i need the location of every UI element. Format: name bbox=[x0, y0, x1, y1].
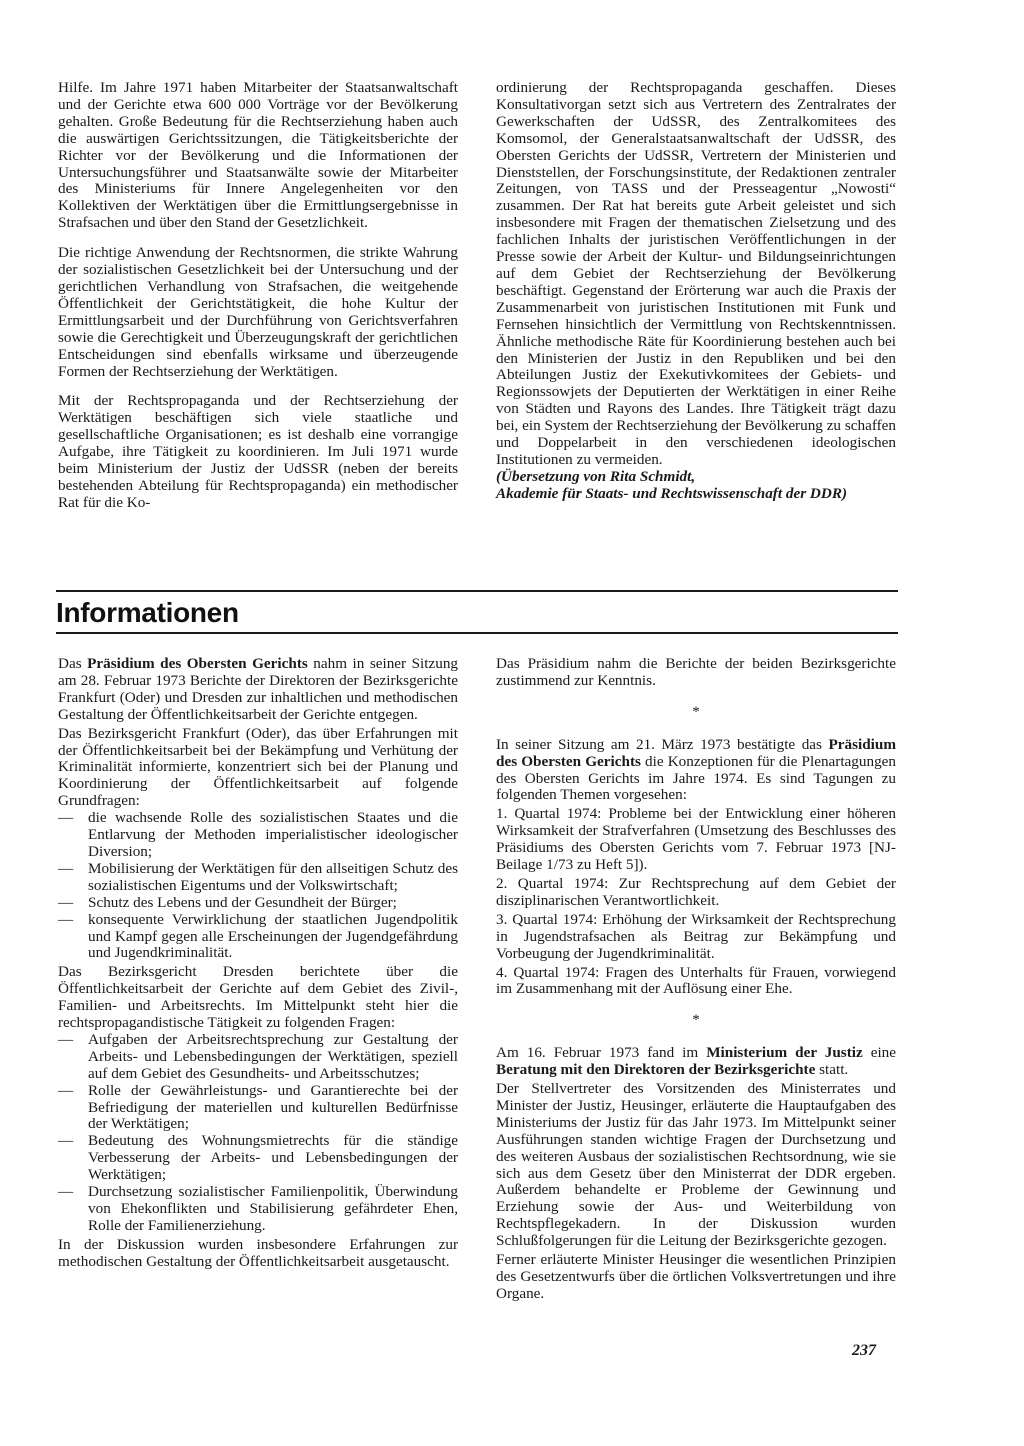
translator-signature bbox=[496, 469, 896, 503]
article-right-column bbox=[496, 80, 896, 503]
article-paragraph: Mit der Rechtspropaganda und der Rechtserziehung der Werktätigen beschäftigen sich viele staatliche und gesellschaftliche Organisationen; es ist deshalb eine vorrangige Aufgabe, ihre Tätigkeit zu koordinieren. Im Juli 1971 wurde beim Ministerium der Justiz der UdSSR (neben der bereits bestehenden Abteilung für Rechtspropaganda) ein methodischer Rat für die Ko- bbox=[58, 392, 458, 511]
list-item: — Bedeutung des Wohnungsmietrechts für die ständige Verbesserung der Arbeits- und Lebensbedingungen der Werktätigen; bbox=[58, 1133, 458, 1184]
list-item: — die wachsende Rolle des sozialistischen Staates und die Entlarvung der Methoden imperialistischer ideologischer Diversion; bbox=[58, 810, 458, 861]
info-paragraph: In der Diskussion wurden insbesondere Erfahrungen zur methodischen Gestaltung der Öffentlichkeitsarbeit ausgetauscht. bbox=[58, 1235, 458, 1270]
topic-list bbox=[58, 1032, 458, 1235]
signature-line: Akademie für Staats- und Rechtswissenschaft der DDR) bbox=[496, 484, 848, 502]
section-bottom-rule bbox=[56, 632, 898, 634]
list-item: — Mobilisierung der Werktätigen für den allseitigen Schutz des sozialistischen Eigentums und der Volkswirtschaft; bbox=[58, 861, 458, 895]
list-item: — konsequente Verwirklichung der staatlichen Jugendpolitik und Kampf gegen alle Erscheinungen der Jugendgefährdung und Jugendkriminalität. bbox=[58, 912, 458, 963]
info-paragraph: Das Präsidium des Obersten Gerichts nahm in seiner Sitzung am 28. Februar 1973 Berichte der Direktoren der Bezirksgerichte Frankfurt (Oder) und Dresden zur inhaltlichen und methodischen Gestaltung der Öffentlichkeitsarbeit der Gerichte entgegen. bbox=[58, 655, 459, 723]
quarter-item: 1. Quartal 1974: Probleme bei der Entwicklung einer höheren Wirksamkeit der Strafverfahren (Umsetzung des Beschlusses des Präsidiums des Obersten Gerichts vom 7. Februar 1973 [NJ-Beilage 1/73 zu Heft 5]). bbox=[496, 805, 896, 874]
list-item: — Rolle der Gewährleistungs- und Garantierechte bei der Befriedigung der materiellen und kulturellen Bedürfnisse der Werktätigen; bbox=[58, 1083, 458, 1134]
list-item: — Schutz des Lebens und der Gesundheit der Bürger; bbox=[58, 895, 458, 912]
list-item: — Aufgaben der Arbeitsrechtsprechung zur Gestaltung der Arbeits- und Lebensbedingungen der Werktätigen, speziell auf dem Gebiet des Gesundheits- und Arbeitsschutzes; bbox=[58, 1032, 458, 1083]
info-paragraph: Das Bezirksgericht Frankfurt (Oder), das über Erfahrungen mit der Öffentlichkeitsarbeit bei der Bekämpfung und Verhütung der Kriminalität informierte, konzentriert sich bei der Planung und Koordinierung der Öffentlichkeitsarbeit auf folgende Grundfragen: bbox=[58, 724, 458, 810]
list-item: — Durchsetzung sozialistischer Familienpolitik, Überwindung von Ehekonflikten und Stabilisierung gefährdeter Ehen, Rolle der Familienerziehung. bbox=[58, 1184, 458, 1235]
bold-term: Präsidium des Obersten Gerichts bbox=[496, 735, 896, 770]
info-paragraph: Das Präsidium nahm die Berichte der beiden Bezirksgerichte zustimmend zur Kenntnis. bbox=[496, 655, 896, 689]
signature-line: (Übersetzung von Rita Schmidt, bbox=[496, 467, 696, 485]
article-paragraph: Die richtige Anwendung der Rechtsnormen, die strikte Wahrung der sozialistischen Gesetzlichkeit bei der Untersuchung und der gerichtlichen Verhandlung von Strafsachen, die weitgehende Öffentlichkeit der Gerichtstätigkeit, die hohe Kultur der Ermittlungsarbeit und der Durchführung von Gerichtsverfahren sowie die Gerechtigkeit und Überzeugungskraft der gerichtlichen Entscheidungen sind ebenfalls wirksame und überzeugende Formen der Rechtserziehung der Werktätigen. bbox=[58, 244, 458, 380]
quarter-item: 4. Quartal 1974: Fragen des Unterhalts für Frauen, vorwiegend im Zusammenhang mit der Auflösung einer Ehe. bbox=[496, 963, 896, 998]
quarter-item: 3. Quartal 1974: Erhöhung der Wirksamkeit der Rechtsprechung in Jugendstrafsachen als Beitrag zur Bekämpfung und Vorbeugung der Jugendkriminalität. bbox=[496, 910, 896, 962]
bold-term: Ministerium der Justiz bbox=[706, 1044, 863, 1062]
quarter-item: 2. Quartal 1974: Zur Rechtsprechung auf dem Gebiet der disziplinarischen Verantwortlichkeit. bbox=[496, 874, 896, 909]
info-paragraph: Das Bezirksgericht Dresden berichtete über die Öffentlichkeitsarbeit der Gerichte auf dem Gebiet des Zivil-, Familien- und Arbeitsrechts. Im Mittelpunkt steht hier die rechtspropagandistische Tätigkeit zu folgenden Fragen: bbox=[58, 963, 458, 1032]
article-paragraph: ordinierung der Rechtspropaganda geschaffen. Dieses Konsultativorgan setzt sich aus Vertretern des Zentralrates der Gewerkschaften der UdSSR, des Zentralkomitees des Komsomol, der Generalstaatsanwaltschaft der UdSSR, des Obersten Gerichts der UdSSR, Vertretern der Ministerien und Dienststellen, der Forschungsinstitute, der Redaktionen zentraler Zeitungen, von TASS und der Presseagentur „Nowosti“ zusammen. Der Rat hat bereits gute Arbeit geleistet und sich insbesondere mit Fragen der thematischen Zielsetzung und des fachlichen Inhalts der juristischen Veröffentlichungen in der Presse sowie der Arbeit der Kultur- und Bildungseinrichtungen auf dem Gebiet der Rechtserziehung der Bevölkerung beschäftigt. Gegenstand der Erörterung war auch die Praxis der Zusammenarbeit von juristischen Institutionen mit Funk und Fernsehen hinsichtlich der Vermittlung von Rechtskenntnissen. Ähnliche methodische Räte für Koordinierung bestehen auch bei den Ministerien der Justiz in den Republiken und bei den Abteilungen Justiz der Exekutivkomitees der Gebiets- und Regionssowjets der Deputierten der Werktätigen in einer Reihe von Städten und Rayons des Landes. Ihre Tätigkeit trägt dazu bei, ein System der Rechtserziehung der Bevölkerung zu schaffen und Doppelarbeit in den verschiedenen ideologischen Institutionen zu vermeiden. bbox=[496, 79, 896, 468]
section-title: Informationen bbox=[56, 597, 239, 628]
separator-star: * bbox=[692, 1012, 700, 1029]
article-paragraph: Hilfe. Im Jahre 1971 haben Mitarbeiter der Staatsanwaltschaft und der Gerichte etwa 600 000 Vorträge vor der Bevölkerung gehalten. Große Bedeutung für die Rechtserziehung haben auch die auswärtigen Gerichtssitzungen, die Tätigkeitsberichte der Richter vor der Bevölkerung und die Informationen der Untersuchungsführer und Staatsanwälte sowie der Mitarbeiter des Ministeriums für Innere Angelegenheiten vor den Kollektiven der Werktätigen über die Ermittlungsergebnisse in Strafsachen und über den Stand der Gesetzlichkeit. bbox=[58, 79, 458, 232]
separator-star: * bbox=[692, 703, 700, 720]
bold-term: Präsidium des Obersten Gerichts bbox=[87, 655, 308, 672]
bold-term: Beratung mit den Direktoren der Bezirksgerichte bbox=[496, 1061, 816, 1079]
info-paragraph: Der Stellvertreter des Vorsitzenden des Ministerrates und Minister der Justiz, Heusinger, erläuterte die Hauptaufgaben des Ministeriums der Justiz für das Jahr 1973. Im Mittelpunkt seiner Ausführungen standen wichtige Fragen der Durchsetzung und des weiteren Ausbaus der sozialistischen Rechtsordnung, wie sie sich aus dem Gesetz über den Ministerrat der DDR ergeben. Außerdem behandelte er Probleme der Gewinnung und Erziehung sowie der Aus- und Weiterbildung von Rechtspflegekadern. In der Diskussion wurden Schlußfolgerungen für die Leitung der Bezirksgerichte gezogen. bbox=[496, 1080, 896, 1250]
info-right-column bbox=[496, 656, 896, 1303]
info-left-column bbox=[58, 656, 458, 1271]
article-left-column bbox=[58, 80, 458, 512]
info-paragraph: Ferner erläuterte Minister Heusinger die wesentlichen Prinzipien des Gesetzentwurfs über die örtlichen Volksvertretungen und ihre Organe. bbox=[496, 1251, 896, 1302]
page-number: 237 bbox=[852, 1342, 876, 1359]
info-paragraph: Am 16. Februar 1973 fand im Ministerium der Justiz eine Beratung mit den Direktoren der Bezirksgerichte statt. bbox=[496, 1044, 896, 1079]
info-paragraph: In seiner Sitzung am 21. März 1973 bestätigte das Präsidium des Obersten Gerichts die Konzeptionen für die Plenartagungen des Obersten Gerichts im Jahre 1974. Es sind Tagungen zu folgenden Themen vorgesehen: bbox=[496, 735, 897, 804]
topic-list bbox=[58, 810, 458, 962]
section-top-rule bbox=[56, 590, 898, 592]
